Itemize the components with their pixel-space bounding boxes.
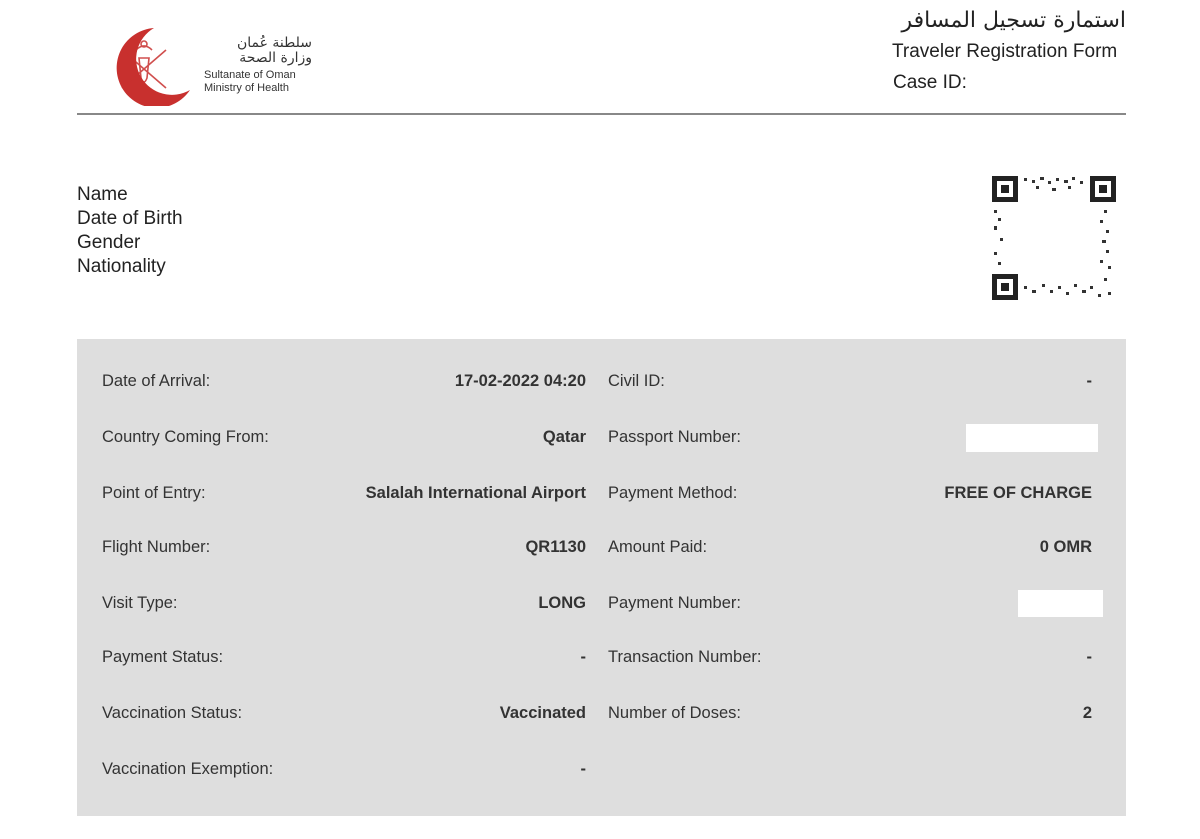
name-label: Name — [77, 184, 128, 205]
org-name-ar-1: سلطنة عُمان — [236, 35, 312, 51]
gender-label: Gender — [77, 232, 141, 253]
civil-id-value: - — [1086, 372, 1092, 390]
vaccination-exemption-label: Vaccination Exemption: — [102, 760, 274, 778]
moh-logo-text — [204, 36, 312, 95]
form-title-en: Traveler Registration Form — [892, 41, 1118, 62]
payment-status-label: Payment Status: — [102, 648, 224, 666]
form-title-ar: استمارة تسجيل المسافر — [901, 8, 1126, 33]
flight-number-value: QR1130 — [525, 538, 586, 556]
nationality-label: Nationality — [77, 256, 166, 277]
moh-logo-emblem-icon — [84, 20, 196, 106]
travel-details-panel — [77, 339, 1126, 816]
transaction-number-value: - — [1086, 648, 1092, 666]
payment-number-redaction — [1018, 590, 1103, 617]
org-name-ar-2: وزارة الصحة — [239, 50, 312, 66]
payment-number-label: Payment Number: — [608, 594, 741, 612]
qr-code-icon — [990, 174, 1118, 302]
number-of-doses-label: Number of Doses: — [608, 704, 741, 722]
form-header — [880, 8, 1126, 94]
person-info — [77, 183, 183, 279]
country-from-label: Country Coming From: — [102, 428, 269, 446]
point-of-entry-label: Point of Entry: — [102, 484, 206, 502]
payment-status-value: - — [580, 648, 586, 666]
payment-method-value: FREE OF CHARGE — [944, 484, 1092, 502]
vaccination-exemption-value: - — [580, 760, 586, 778]
org-name-en-1: Sultanate of Oman — [204, 69, 296, 81]
transaction-number-label: Transaction Number: — [608, 648, 762, 666]
vaccination-status-value: Vaccinated — [499, 704, 586, 722]
payment-method-label: Payment Method: — [608, 484, 738, 502]
vaccination-status-label: Vaccination Status: — [102, 704, 243, 722]
country-from-value: Qatar — [542, 428, 586, 446]
visit-type-value: LONG — [538, 594, 586, 612]
passport-number-redaction — [966, 424, 1098, 452]
arrival-date-value: 17-02-2022 04:20 — [454, 372, 586, 390]
dob-label: Date of Birth — [77, 208, 183, 229]
amount-paid-label: Amount Paid: — [608, 538, 708, 556]
amount-paid-value: 0 OMR — [1039, 538, 1092, 556]
arrival-date-label: Date of Arrival: — [102, 372, 211, 390]
civil-id-label: Civil ID: — [608, 372, 665, 390]
flight-number-label: Flight Number: — [102, 538, 211, 556]
visit-type-label: Visit Type: — [102, 594, 178, 612]
org-name-en-2: Ministry of Health — [204, 82, 289, 94]
header-divider — [77, 113, 1126, 115]
case-id-label: Case ID: — [893, 72, 967, 93]
point-of-entry-value: Salalah International Airport — [365, 484, 586, 502]
number-of-doses-value: 2 — [1082, 704, 1092, 722]
passport-number-label: Passport Number: — [608, 428, 741, 446]
